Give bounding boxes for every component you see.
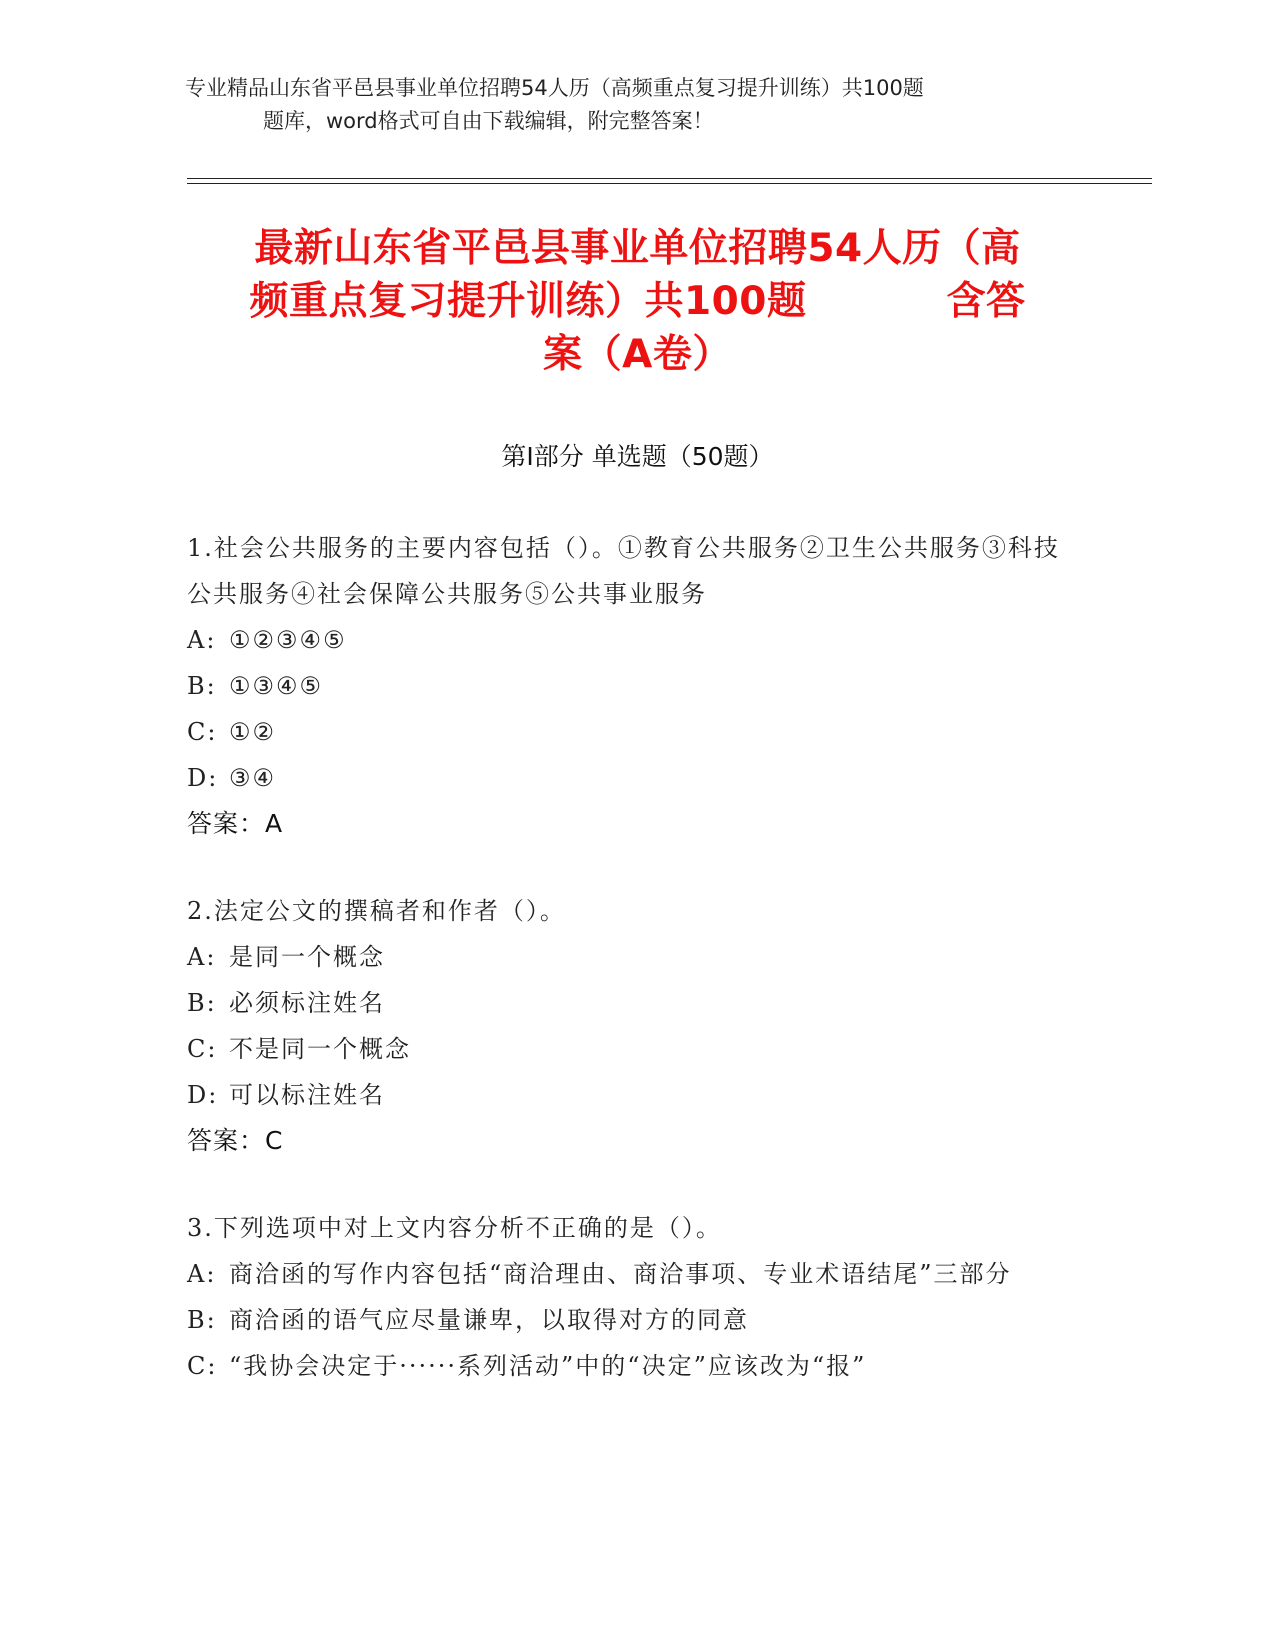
- option-letter: C:: [187, 1035, 218, 1063]
- option-text: 是同一个概念: [229, 943, 385, 971]
- option-letter: B:: [187, 989, 217, 1017]
- option-d: [187, 1072, 1067, 1118]
- option-text: 商洽函的语气应尽量谦卑，以取得对方的同意: [229, 1306, 749, 1334]
- option-letter: D:: [187, 1081, 219, 1109]
- question-3: [187, 1205, 1067, 1389]
- option-c: [187, 1026, 1067, 1072]
- question-list: [187, 525, 1067, 1430]
- option-a: [187, 934, 1067, 980]
- question-stem: 1.社会公共服务的主要内容包括（）。①教育公共服务②卫生公共服务③科技公共服务④社会保障公共服务⑤公共事业服务: [187, 534, 1060, 608]
- option-d: [187, 755, 1067, 801]
- option-text: ③④: [229, 764, 277, 792]
- header-rule-top: [187, 178, 1152, 179]
- option-c: [187, 709, 1067, 755]
- option-c: [187, 1343, 1067, 1389]
- question-1: [187, 525, 1067, 847]
- header-note: [185, 72, 1085, 138]
- option-a: [187, 617, 1067, 663]
- answer-line: 答案：A: [187, 809, 284, 838]
- question-stem: 2.法定公文的撰稿者和作者（）。: [187, 897, 566, 925]
- header-note-line2: 题库，word格式可自由下载编辑，附完整答案！: [263, 109, 714, 133]
- option-letter: A:: [187, 1260, 217, 1288]
- option-letter: C:: [187, 718, 218, 746]
- option-text: “我协会决定于······系列活动”中的“决定”应该改为“报”: [229, 1352, 867, 1380]
- option-a: [187, 1251, 1067, 1297]
- title-line-2a: 频重点复习提升训练）共100题: [249, 279, 807, 324]
- document-title: [175, 222, 1100, 381]
- option-letter: A:: [187, 626, 217, 654]
- option-letter: B:: [187, 672, 217, 700]
- option-text: 必须标注姓名: [229, 989, 385, 1017]
- title-line-3: 案（A卷）: [543, 332, 732, 377]
- option-letter: D:: [187, 764, 219, 792]
- option-text: 商洽函的写作内容包括“商洽理由、商洽事项、专业术语结尾”三部分: [229, 1260, 1012, 1288]
- option-text: 可以标注姓名: [229, 1081, 385, 1109]
- question-2: [187, 888, 1067, 1164]
- header-rule-bottom: [187, 183, 1152, 184]
- option-b: [187, 980, 1067, 1026]
- section-title: 第Ⅰ部分 单选题（50题）: [501, 442, 774, 471]
- option-b: [187, 1297, 1067, 1343]
- option-text: ①③④⑤: [229, 672, 324, 700]
- option-letter: C:: [187, 1352, 218, 1380]
- title-line-2b: 含答: [946, 279, 1026, 324]
- option-text: ①②③④⑤: [229, 626, 347, 654]
- option-text: 不是同一个概念: [229, 1035, 411, 1063]
- answer-line: 答案：C: [187, 1126, 284, 1155]
- title-line-2: [175, 275, 1100, 328]
- option-letter: A:: [187, 943, 217, 971]
- option-b: [187, 663, 1067, 709]
- option-text: ①②: [229, 718, 277, 746]
- title-line-1: 最新山东省平邑县事业单位招聘54人历（高: [254, 226, 1021, 271]
- header-note-line1: 专业精品山东省平邑县事业单位招聘54人历（高频重点复习提升训练）共100题: [185, 76, 924, 100]
- option-letter: B:: [187, 1306, 217, 1334]
- question-stem: 3.下列选项中对上文内容分析不正确的是（）。: [187, 1214, 722, 1242]
